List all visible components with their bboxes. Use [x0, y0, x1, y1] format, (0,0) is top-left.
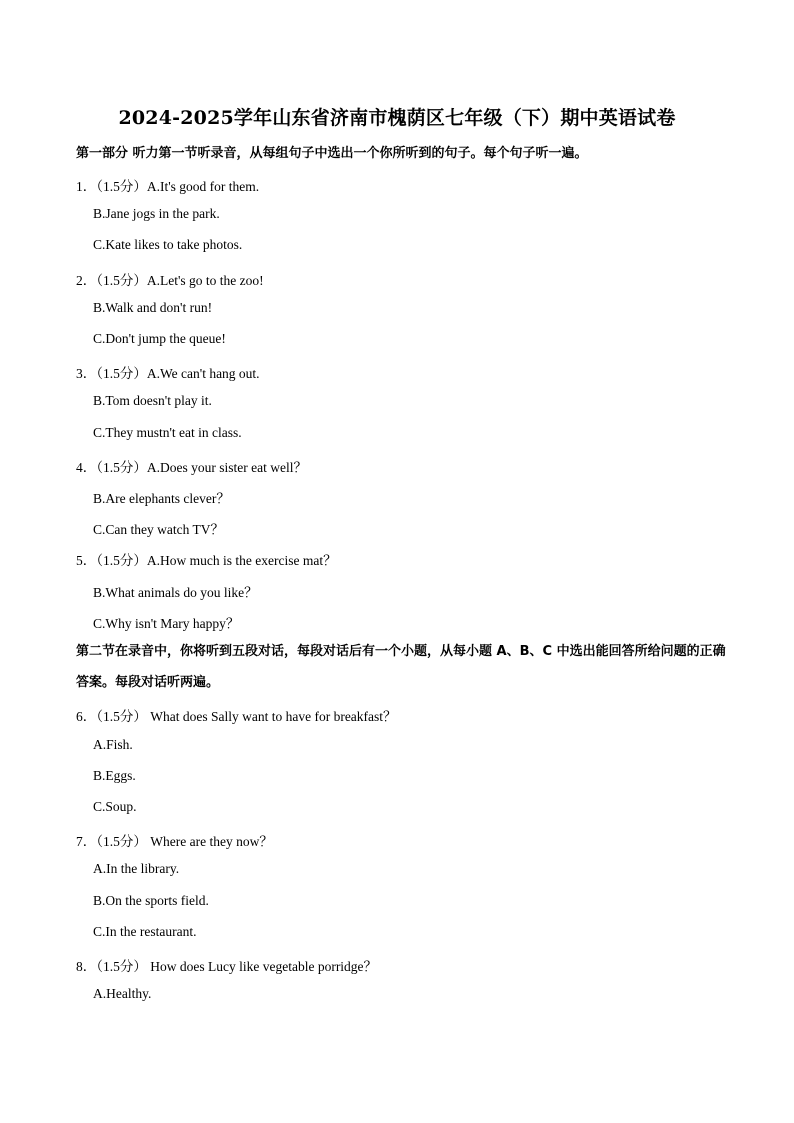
question-2-option-b: B.Walk and don't run!	[93, 300, 213, 315]
question-1-option-b: B.Jane jogs in the park.	[93, 206, 220, 221]
question-8-stem: 8．（1.5分） How does Lucy like vegetable porridge？	[76, 959, 378, 974]
question-4-option-c: C.Can they watch TV？	[93, 522, 224, 537]
question-6-option-a: A.Fish.	[93, 737, 133, 752]
question-1-option-c: C.Kate likes to take photos.	[93, 237, 243, 252]
page-title: 2024-2025学年山东省济南市槐荫区七年级（下）期中英语试卷	[118, 107, 676, 129]
question-3-option-c: C.They mustn't eat in class.	[93, 425, 242, 440]
question-4-stem: 4．（1.5分）A.Does your sister eat well？	[76, 460, 307, 475]
question-7-option-a: A.In the library.	[93, 861, 180, 876]
question-8-option-a: A.Healthy.	[93, 986, 152, 1001]
question-3-option-b: B.Tom doesn't play it.	[93, 393, 212, 408]
question-6-option-b: B.Eggs.	[93, 768, 136, 783]
section2-heading: 第二节在录音中，你将听到五段对话，每段对话后有一个小题，从每小题 A、B、C 中选出能回答所给问题的正确答案。每段对话听两遍。	[76, 644, 726, 690]
question-6-option-c: C.Soup.	[93, 799, 137, 814]
question-5-option-b: B.What animals do you like？	[93, 585, 258, 600]
question-5-stem: 5．（1.5分）A.How much is the exercise mat？	[76, 553, 337, 568]
question-7-option-b: B.On the sports field.	[93, 893, 209, 908]
question-3-stem: 3．（1.5分）A.We can't hang out.	[76, 366, 260, 381]
question-2-stem: 2．（1.5分）A.Let's go to the zoo!	[76, 273, 264, 288]
section1-heading: 第一部分 听力第一节听录音，从每组句子中选出一个你所听到的句子。每个句子听一遍。	[76, 146, 588, 161]
question-1-stem: 1．（1.5分）A.It's good for them.	[76, 179, 260, 194]
question-4-option-b: B.Are elephants clever？	[93, 491, 230, 506]
question-6-stem: 6．（1.5分） What does Sally want to have for breakfast？	[76, 709, 397, 724]
question-2-option-c: C.Don't jump the queue!	[93, 331, 226, 346]
question-5-option-c: C.Why isn't Mary happy？	[93, 616, 240, 631]
question-7-option-c: C.In the restaurant.	[93, 924, 197, 939]
question-7-stem: 7．（1.5分） Where are they now？	[76, 834, 273, 849]
